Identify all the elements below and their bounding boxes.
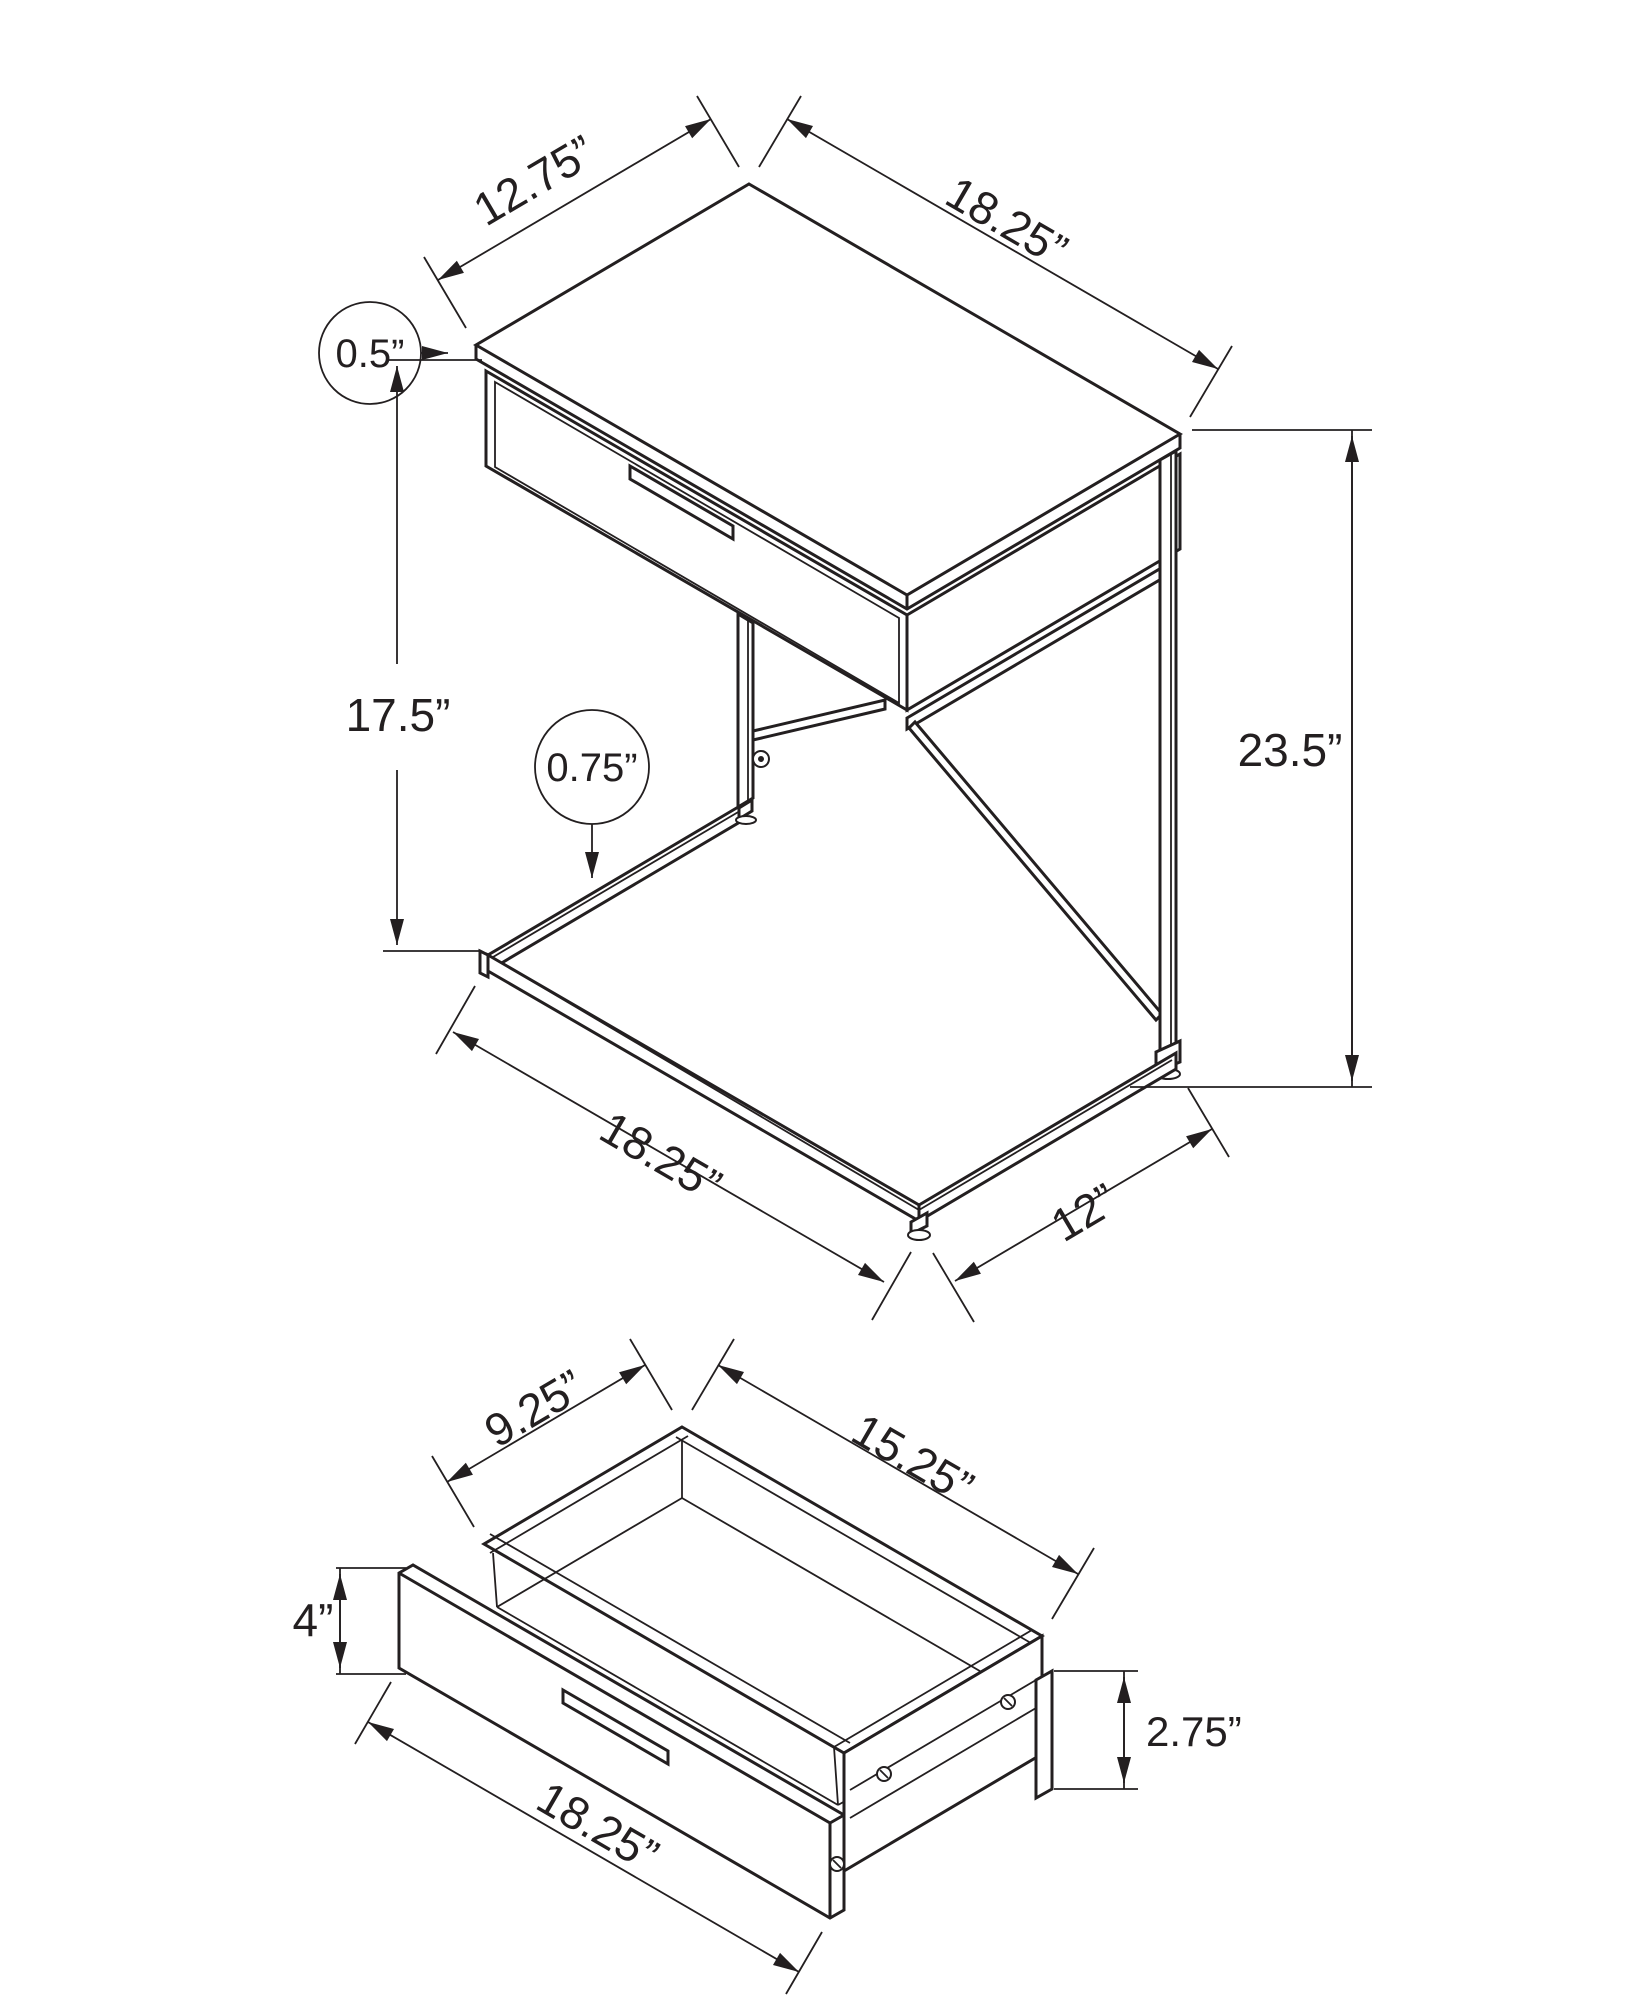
table-figure	[319, 96, 1372, 1322]
dim-label-side-height: 2.75”	[1146, 1708, 1242, 1755]
dim-base-width	[436, 986, 911, 1320]
frame-strut	[753, 700, 885, 740]
dim-front-height	[293, 1568, 406, 1674]
drawer-figure	[293, 1339, 1242, 1994]
frame-diagonal-brace	[909, 722, 1162, 1020]
dim-label-base-depth: 12”	[1042, 1172, 1126, 1252]
frame-front-post	[738, 614, 753, 807]
dim-label-top-thickness: 0.5”	[335, 332, 405, 376]
dim-label-top-width: 18.25”	[937, 166, 1077, 277]
dim-label-top-depth: 12.75”	[464, 124, 604, 236]
slide-rail-end	[1036, 1671, 1052, 1798]
dim-label-interior-depth: 9.25”	[475, 1359, 593, 1458]
dim-label-front-width: 18.25”	[528, 1771, 668, 1882]
dim-label-interior-width: 15.25”	[843, 1403, 983, 1514]
dim-label-underside-clearance: 17.5”	[345, 689, 451, 741]
dim-underside-clearance	[346, 360, 482, 951]
leader-frame-tube	[535, 710, 649, 878]
dim-side-height	[1054, 1671, 1242, 1789]
dim-label-base-width: 18.25”	[591, 1101, 731, 1212]
leader-top-thickness	[319, 302, 448, 404]
dim-label-frame-tube: 0.75”	[546, 746, 638, 790]
dim-label-front-height: 4”	[292, 1594, 334, 1646]
base-rail-front-right	[919, 1053, 1176, 1221]
dim-label-overall-height: 23.5”	[1237, 724, 1343, 776]
leveling-foot	[736, 816, 756, 824]
frame-right-upright	[1160, 451, 1176, 1056]
leveling-foot	[908, 1230, 930, 1240]
base-rail-back-left	[488, 803, 745, 971]
